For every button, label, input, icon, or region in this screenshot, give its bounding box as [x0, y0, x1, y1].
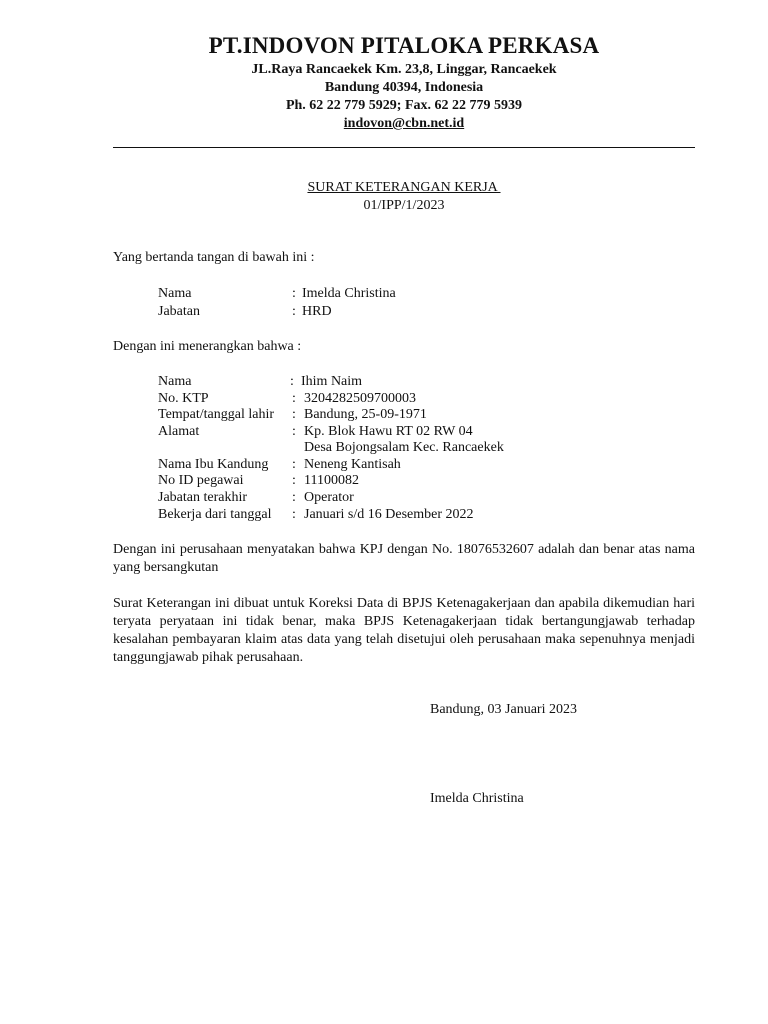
employee-label: Bekerja dari tanggal [158, 507, 272, 522]
employee-row [158, 424, 678, 441]
signer-details [158, 286, 678, 321]
employee-label: Nama Ibu Kandung [158, 456, 269, 472]
statement-intro: Dengan ini menerangkan bahwa : [113, 339, 302, 354]
employee-value: Neneng Kantisah [304, 456, 401, 472]
company-address-line-2: Bandung 40394, Indonesia [324, 80, 484, 95]
company-email: indovon@cbn.net.id [343, 116, 465, 131]
employee-value: Kp. Blok Hawu RT 02 RW 04 [304, 423, 473, 439]
document-heading [113, 179, 695, 215]
colon-separator: : [292, 390, 296, 406]
employee-value: Januari s/d 16 Desember 2022 [304, 507, 474, 522]
letterhead-divider [113, 147, 695, 148]
signer-value: Imelda Christina [302, 286, 396, 301]
employee-label: Tempat/tanggal lahir [158, 407, 275, 422]
employee-label: Nama [158, 374, 192, 389]
company-name: PT.INDOVON PITALOKA PERKASA [208, 33, 600, 58]
employee-row [158, 407, 678, 424]
colon-separator: : [292, 303, 296, 319]
employee-row [158, 473, 678, 490]
colon-separator: : [292, 407, 296, 422]
employee-value: Bandung, 25-09-1971 [304, 407, 427, 422]
employee-label: Jabatan terakhir [158, 489, 248, 505]
signer-label: Nama [158, 286, 192, 301]
signer-value: HRD [302, 303, 332, 319]
employee-row [158, 490, 678, 507]
signatory-name: Imelda Christina [430, 791, 524, 806]
employee-row [158, 457, 678, 474]
document-title: SURAT KETERANGAN KERJA [307, 180, 501, 195]
employee-details [158, 374, 678, 524]
colon-separator: : [292, 456, 296, 472]
employee-row [158, 506, 678, 524]
letterhead [113, 31, 695, 133]
employee-value: Operator [304, 489, 354, 505]
intro-text: Yang bertanda tangan di bawah ini : [113, 250, 315, 265]
signer-label: Jabatan [158, 303, 200, 319]
colon-separator: : [292, 423, 296, 439]
employee-label: No. KTP [158, 390, 209, 406]
employee-value: 3204282509700003 [304, 390, 416, 406]
colon-separator: : [292, 489, 296, 505]
employee-row [158, 440, 678, 457]
company-address-line-1: JL.Raya Rancaekek Km. 23,8, Linggar, Rancaekek [251, 62, 557, 77]
employee-label: Alamat [158, 423, 200, 439]
employee-value: Ihim Naim [301, 374, 363, 389]
colon-separator: : [292, 286, 296, 301]
kpj-statement: Dengan ini perusahaan menyatakan bahwa KPJ dengan No. 18076532607 adalah dan benar atas nama yang bersangkutan [113, 542, 695, 575]
company-phone-fax: Ph. 62 22 779 5929; Fax. 62 22 779 5939 [285, 98, 523, 113]
employee-value: Desa Bojongsalam Kec. Rancaekek [304, 440, 504, 455]
employee-value: 11100082 [304, 473, 359, 488]
colon-separator: : [290, 374, 294, 389]
colon-separator: : [292, 473, 296, 488]
purpose-statement: Surat Keterangan ini dibuat untuk Koreksi Data di BPJS Ketenagakerjaan dan apabila dikemudian hari teryata peryataan ini tidak benar, maka BPJS Ketenagakerjaan tidak bertangungjawab terhadap kesalahan pembayaran klaim atas data yang telah disetujui oleh perusahaan maka sepenuhnya menjadi tanggungjawab pihak perusahaan. [113, 596, 695, 665]
place-and-date: Bandung, 03 Januari 2023 [430, 702, 577, 717]
employee-row [158, 391, 678, 408]
employee-label: No ID pegawai [158, 473, 244, 488]
document-number: 01/IPP/1/2023 [363, 198, 445, 213]
colon-separator: : [292, 507, 296, 522]
employee-row [158, 374, 678, 391]
signer-row [158, 286, 678, 304]
signer-row [158, 304, 678, 322]
